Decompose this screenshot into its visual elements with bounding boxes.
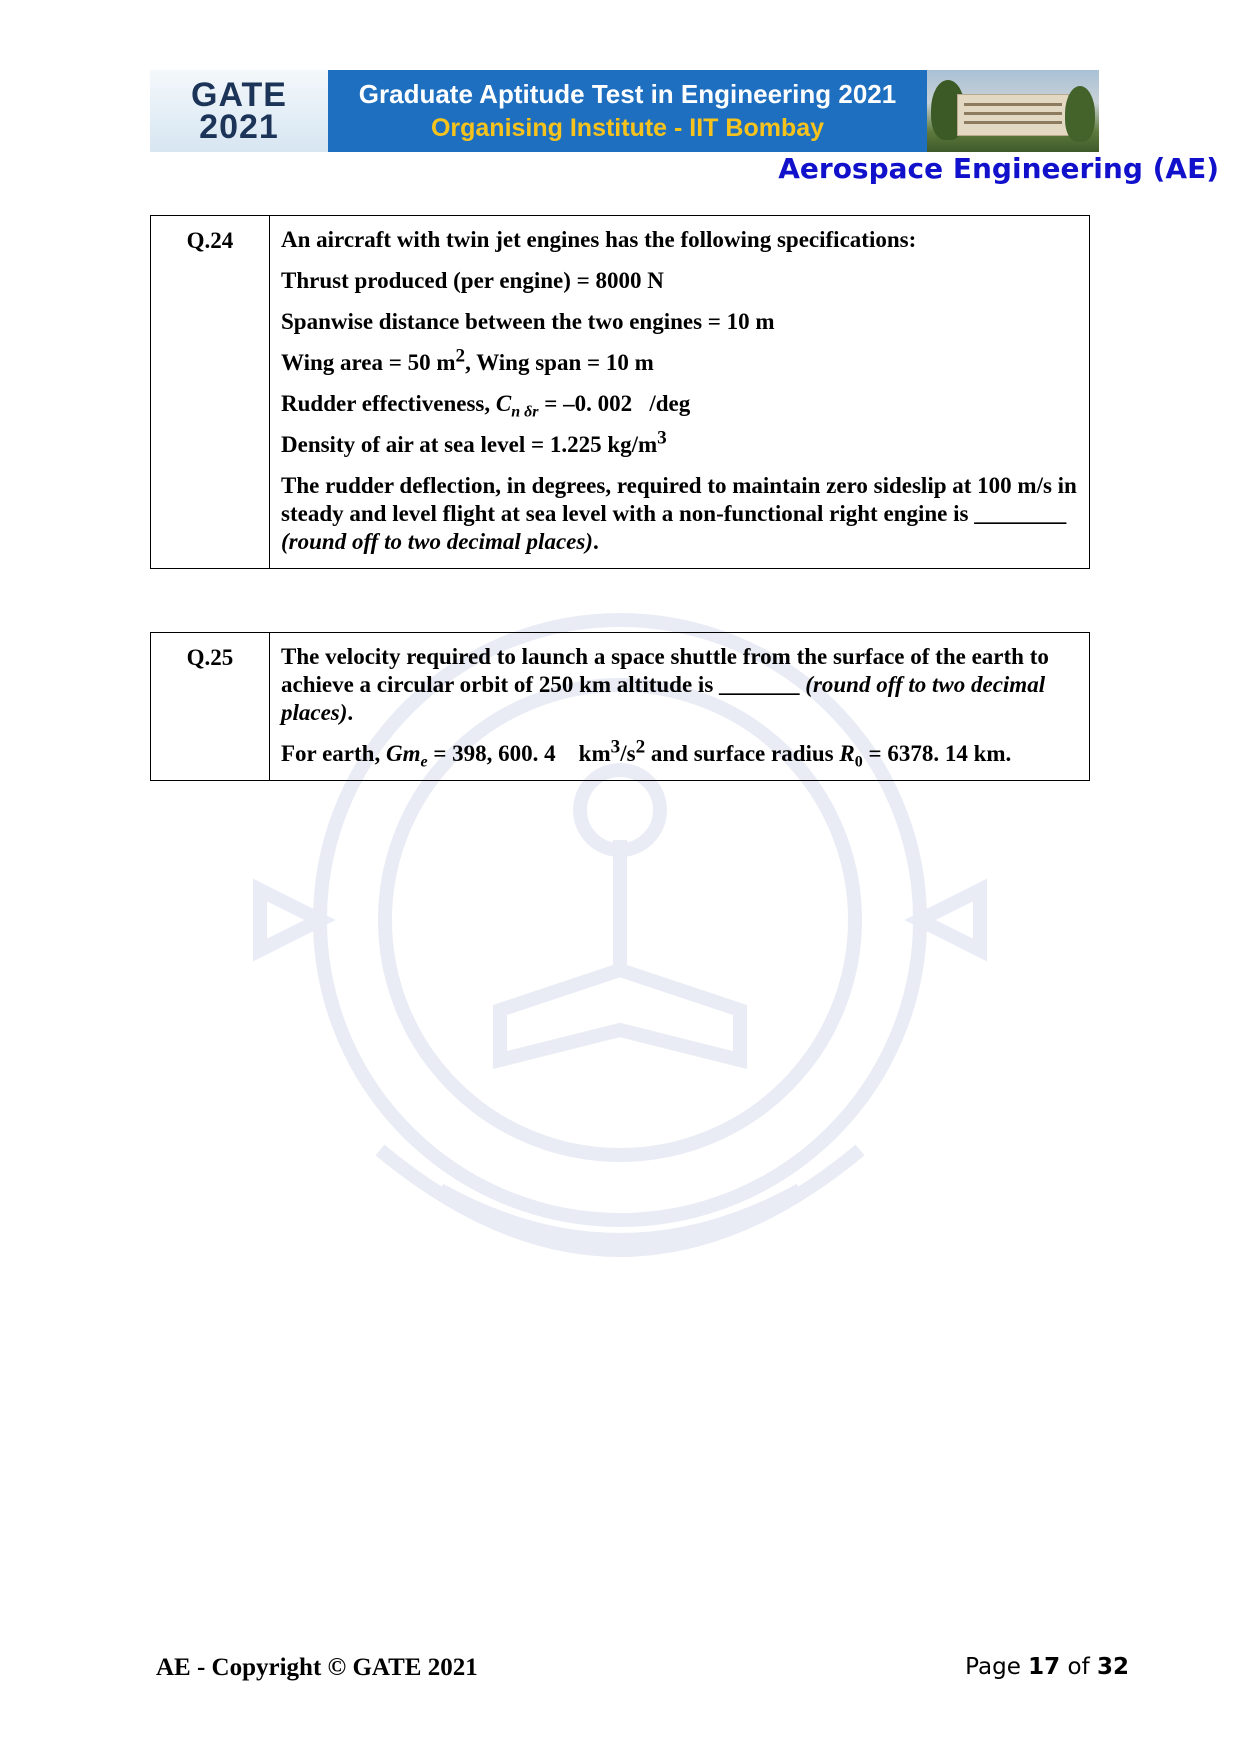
logo-line1: GATE: [191, 75, 287, 114]
question-25-table: [150, 632, 1090, 781]
gate-logo: [150, 70, 328, 152]
banner-title: Graduate Aptitude Test in Engineering 2021: [358, 79, 897, 109]
institute-photo: [927, 70, 1099, 152]
q25-question: The velocity required to launch a space shuttle from the surface of the earth to achieve a circular orbit of 250 km altitude is _______ (round off to two decimal places).: [281, 644, 1049, 725]
question-number: Q.25: [151, 633, 270, 781]
q24-rudder: Rudder effectiveness, $C_{n \delta r} = -0$. 002 /deg: [281, 391, 691, 421]
q24-spanwise: Spanwise distance between the two engines = 10 m: [281, 309, 775, 334]
header-banner: [150, 70, 1099, 152]
page-indicator: Page 17 of 32: [965, 1654, 1129, 1680]
q24-wing: Wing area = 50 $m^2$, Wing span = 10 m: [281, 345, 654, 375]
q25-given: For earth, $Gm_e = 398$, 600. 4 $km^3/s^2$ and surface radius $R_0 = 6378$. 14 km.: [281, 736, 1012, 771]
footer-copyright: AE - Copyright © GATE 2021: [156, 1654, 478, 1681]
question-body: [270, 216, 1090, 569]
question-body: [270, 633, 1090, 781]
question-number: Q.24: [151, 216, 270, 569]
banner-title-block: [328, 70, 927, 152]
q24-density: Density of air at sea level = 1.225 $kg/m^3$: [281, 427, 667, 457]
q24-intro: An aircraft with twin jet engines has the following specifications:: [281, 227, 917, 252]
q24-question: The rudder deflection, in degrees, required to maintain zero sideslip at 100 m/s in steady and level flight at sea level with a non-functional right engine is ________ (round off to two decimal places).: [281, 473, 1077, 554]
banner-subtitle: Organising Institute - IIT Bombay: [430, 114, 825, 142]
subject-title: Aerospace Engineering (AE): [778, 152, 1219, 185]
q24-thrust: Thrust produced (per engine) = 8000 N: [281, 268, 664, 293]
logo-line2: 2021: [199, 108, 279, 146]
question-24-table: [150, 215, 1090, 569]
